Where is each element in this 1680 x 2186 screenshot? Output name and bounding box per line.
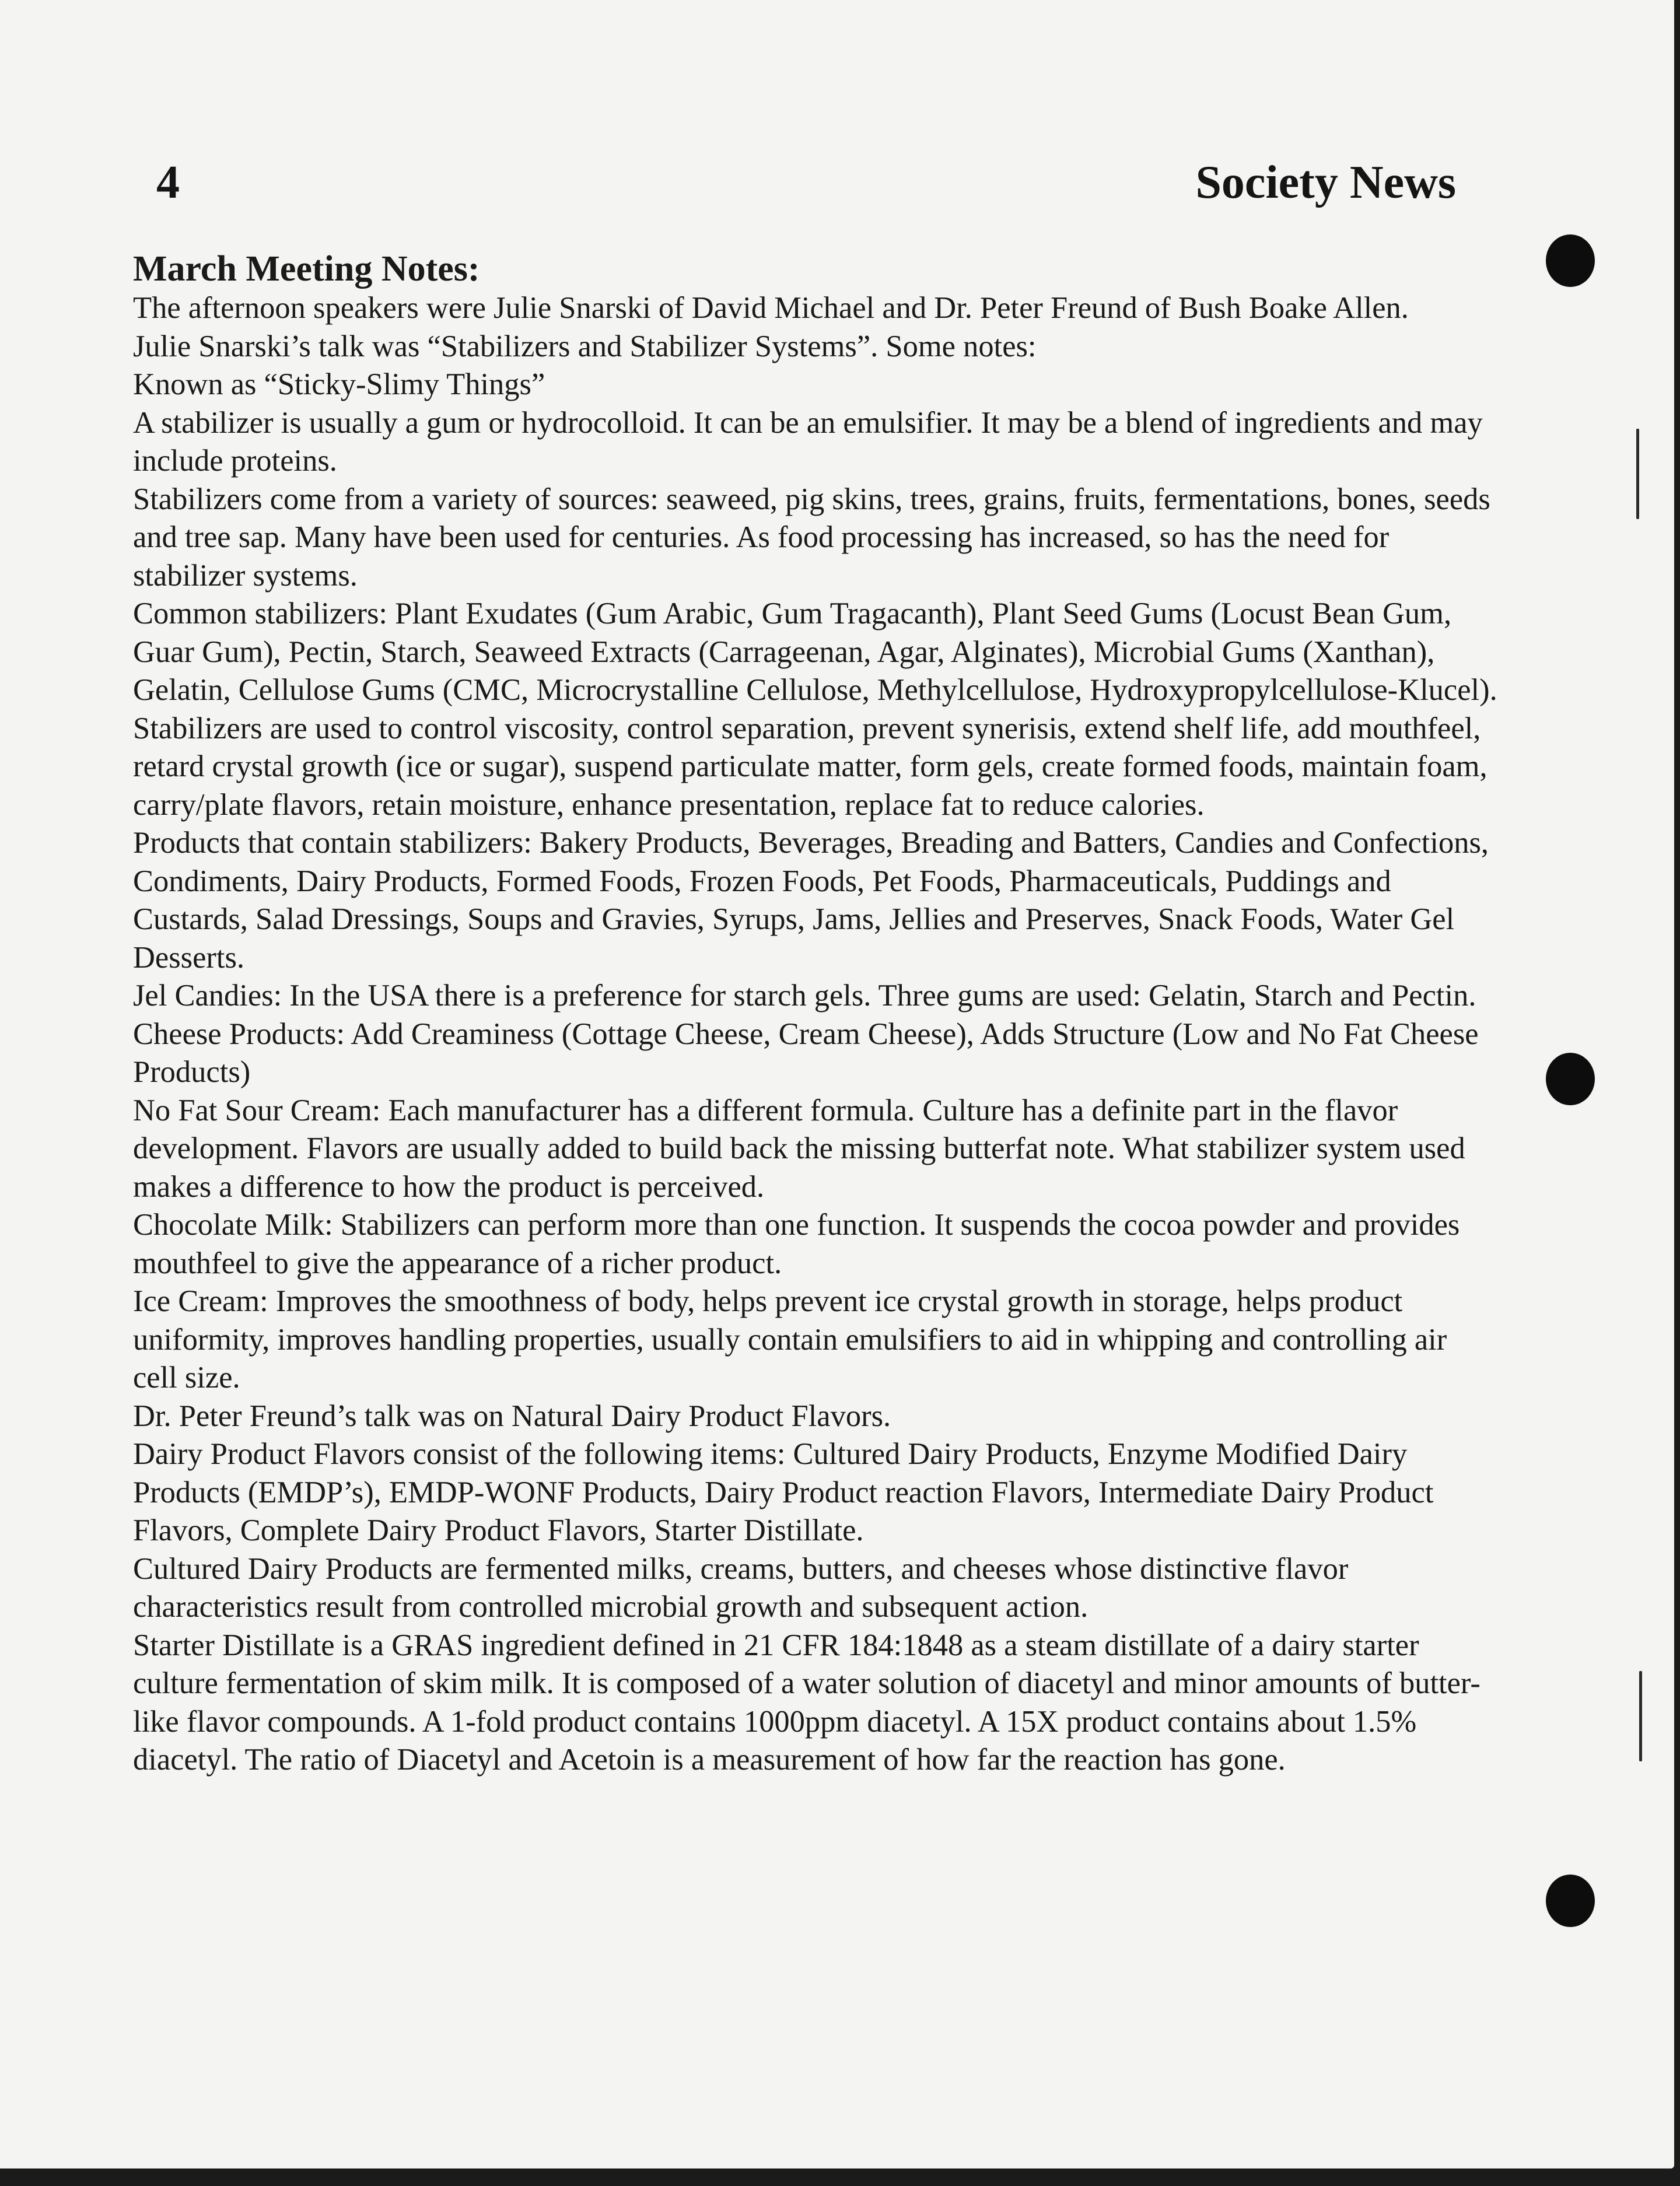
paragraph-sour-cream: No Fat Sour Cream: Each manufacturer has a different formula. Culture has a definite part in the flavor development. Flavors are usually added to build back the missing butterfat note. What stabilizer system used makes a difference to how the product is perceived. (133, 1093, 1465, 1204)
article (133, 248, 1498, 1779)
paragraph-sources: Stabilizers come from a variety of sources: seaweed, pig skins, trees, grains, fruits, fermentations, bones, seeds and tree sap. Many have been used for centuries. As food processing has increased, so has the need for stabilizer systems. (133, 482, 1490, 593)
paragraph-chocolate-milk: Chocolate Milk: Stabilizers can perform more than one function. It suspends the cocoa powder and provides mouthfeel to give the appearance of a richer product. (133, 1208, 1460, 1280)
paragraph-cultured-dairy: Cultured Dairy Products are fermented milks, creams, butters, and cheeses whose distinctive flavor characteristics result from controlled microbial growth and subsequent action. (133, 1551, 1349, 1624)
page-edge-mark-upper (1636, 429, 1639, 519)
paragraph-definition: A stabilizer is usually a gum or hydrocolloid. It can be an emulsifier. It may be a blend of ingredients and may include proteins. (133, 405, 1483, 478)
paragraph-speakers: The afternoon speakers were Julie Snarski of David Michael and Dr. Peter Freund of Bush Boake Allen. (133, 291, 1409, 325)
page-edge-mark-lower (1639, 1671, 1642, 1761)
paragraph-starter-distillate: Starter Distillate is a GRAS ingredient defined in 21 CFR 184:1848 as a steam distillate of a dairy starter culture fermentation of skim milk. It is composed of a water solution of diacetyl and minor amounts of butter-like flavor compounds. A 1-fold product contains 1000ppm diacetyl. A 15X product contains about 1.5% diacetyl. The ratio of Diacetyl and Acetoin is a measurement of how far the reaction has gone. (133, 1628, 1480, 1777)
paragraph-common-stabilizers: Common stabilizers: Plant Exudates (Gum Arabic, Gum Tragacanth), Plant Seed Gums (Locust Bean Gum, Guar Gum), Pectin, Starch, Seaweed Extracts (Carrageenan, Agar, Alginates), Microbial Gums (Xanthan), Gelatin, Cellulose Gums (CMC, Microcrystalline Cellulose, Methylcellulose, Hydroxypropylcellulose-Klucel). (133, 597, 1497, 707)
paragraph-jel-candies: Jel Candies: In the USA there is a preference for starch gels. Three gums are used: Gelatin, Starch and Pectin. (133, 979, 1476, 1013)
paragraph-talk-title: Julie Snarski’s talk was “Stabilizers and Stabilizer Systems”. Some notes: (133, 329, 1037, 363)
paragraph-cheese-products: Cheese Products: Add Creaminess (Cottage Cheese, Cream Cheese), Adds Structure (Low and No Fat Cheese Products) (133, 1017, 1479, 1089)
paragraph-known-as: Known as “Sticky-Slimy Things” (133, 367, 545, 401)
binder-hole-top (1546, 234, 1595, 287)
paragraph-freund-talk: Dr. Peter Freund’s talk was on Natural Dairy Product Flavors. (133, 1399, 891, 1433)
newsletter-title: Society News (1195, 157, 1456, 208)
binder-hole-bottom (1546, 1875, 1595, 1927)
page-number: 4 (156, 157, 180, 208)
paragraph-ice-cream: Ice Cream: Improves the smoothness of body, helps prevent ice crystal growth in storage, helps product uniformity, improves handling properties, usually contain emulsifiers to aid in whipping and controlling air cell size. (133, 1284, 1447, 1395)
paragraph-uses: Stabilizers are used to control viscosity, control separation, prevent synerisis, extend shelf life, add mouthfeel, retard crystal growth (ice or sugar), suspend particulate matter, form gels, create formed foods, maintain foam, carry/plate flavors, retain moisture, enhance presentation, replace fat to reduce calories. (133, 711, 1488, 822)
paragraph-dairy-flavors: Dairy Product Flavors consist of the following items: Cultured Dairy Products, Enzyme Modified Dairy Products (EMDP’s), EMDP-WONF Products, Dairy Product reaction Flavors, Intermediate Dairy Product Flavors, Complete Dairy Product Flavors, Starter Distillate. (133, 1437, 1434, 1547)
binder-hole-middle (1546, 1053, 1595, 1105)
article-title: March Meeting Notes: (133, 249, 480, 289)
paragraph-products: Products that contain stabilizers: Bakery Products, Beverages, Breading and Batters, Candies and Confections, Condiments, Dairy Products, Formed Foods, Frozen Foods, Pet Foods, Pharmaceuticals, Puddings and Custards, Salad Dressings, Soups and Gravies, Syrups, Jams, Jellies and Preserves, Snack Foods, Water Gel Desserts. (133, 826, 1489, 975)
